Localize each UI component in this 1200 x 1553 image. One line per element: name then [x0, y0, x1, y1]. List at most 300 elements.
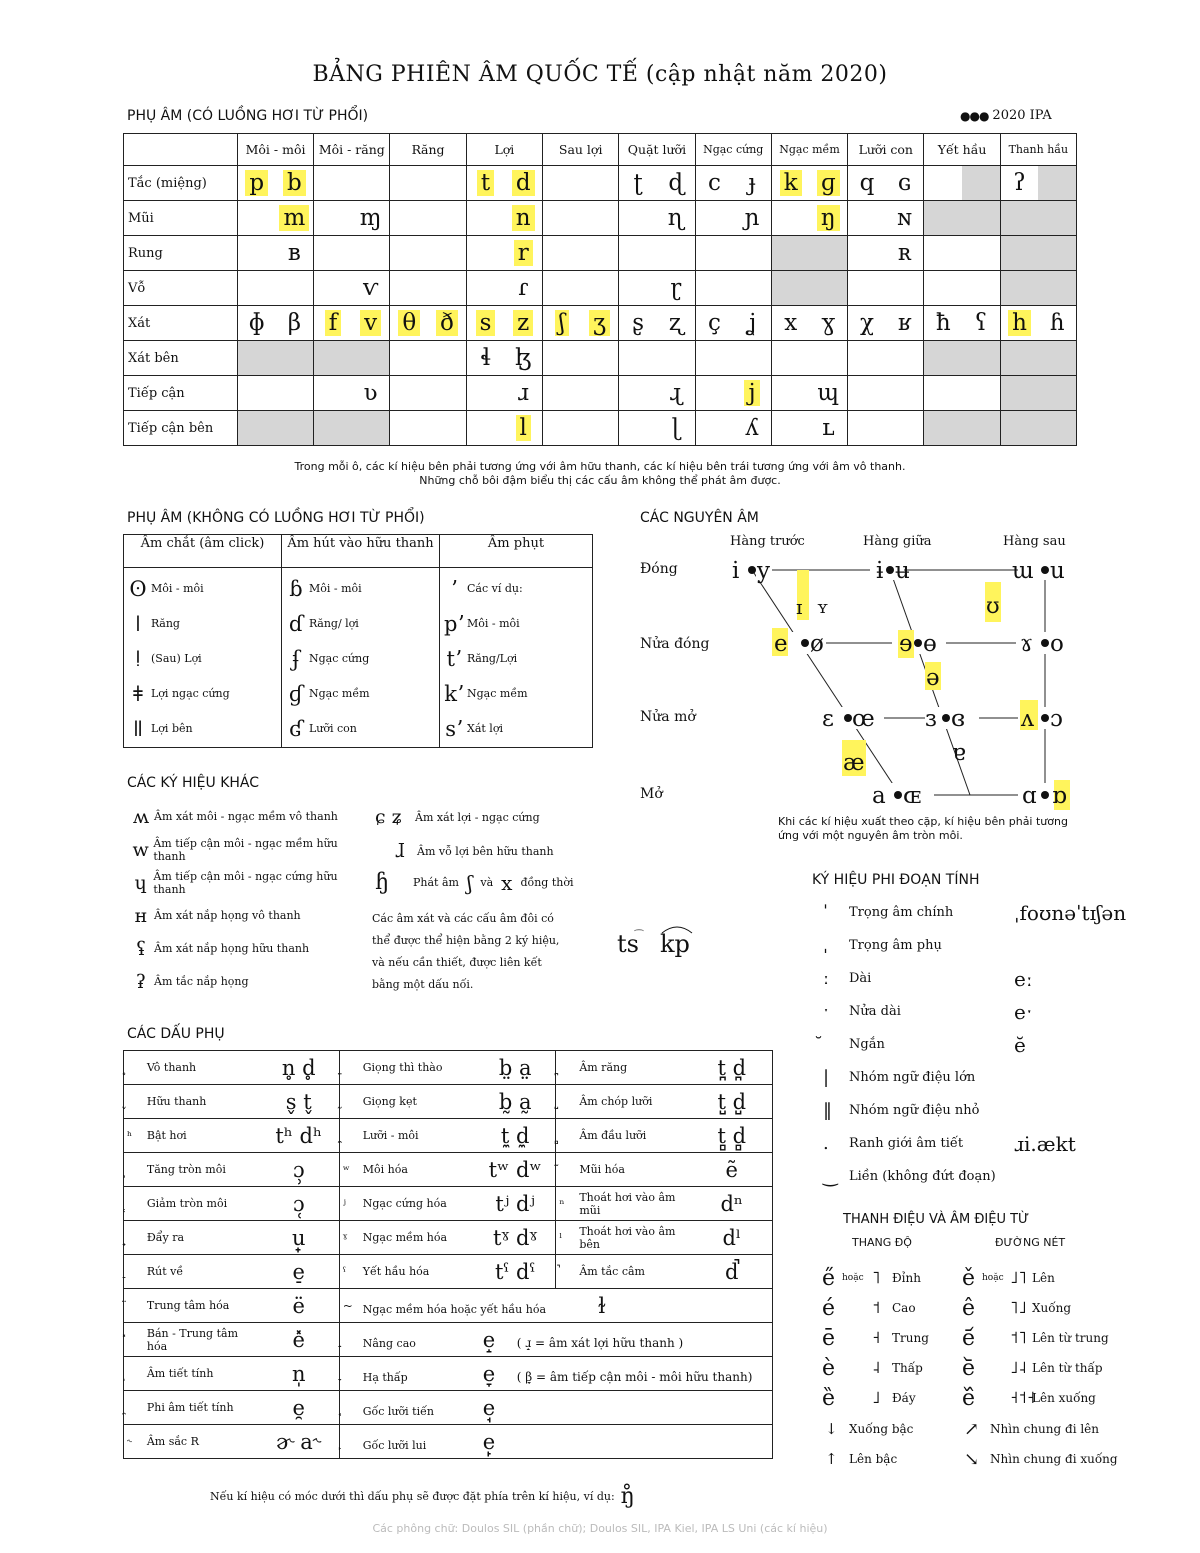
empty-cell — [962, 376, 1000, 411]
ipa-symbol — [657, 166, 695, 201]
empty-cell — [619, 236, 657, 271]
ipa-symbol-text: ɮ — [515, 345, 532, 371]
nonpulmonic-item — [441, 676, 591, 711]
diacritic-mark — [339, 1357, 359, 1391]
ipa-symbol — [390, 306, 428, 341]
ipa-symbol — [504, 411, 542, 446]
description: Ngắn — [849, 1037, 885, 1052]
ipa-symbol-text: ʔ — [1013, 170, 1026, 196]
ipa-symbol — [237, 306, 275, 341]
diacritic-label: Bán - Trung tâm hóa — [144, 1323, 259, 1357]
column-header: Ngạc cứng — [695, 134, 771, 166]
impossible-cell — [1000, 271, 1038, 306]
ipa-symbol-text: ð — [436, 310, 458, 336]
ipa-symbol-text: ɹ — [517, 380, 529, 406]
ipa-symbol — [657, 411, 695, 446]
tone-row — [822, 1383, 1152, 1413]
diacritic-label: Môi hóa — [360, 1153, 475, 1187]
ipa-symbol-text: p — [245, 170, 268, 196]
diacritic-example: tʲ dʲ — [475, 1187, 556, 1221]
empty-cell — [428, 236, 466, 271]
symbol: ɗ — [288, 611, 304, 636]
tone-dt: Lên — [1032, 1271, 1055, 1285]
vowel-o: o — [1050, 631, 1064, 657]
diacritic-label: Bật hơi — [144, 1119, 259, 1153]
description: Nửa dài — [849, 1004, 901, 1019]
description: Ngạc mềm — [467, 687, 528, 700]
empty-cell — [771, 411, 809, 446]
diacritic-row-wide — [124, 1357, 773, 1391]
vowel-u: u — [1050, 558, 1065, 584]
diacritic-label: Gốc lưỡi tiến — [362, 1404, 434, 1418]
empty-cell — [390, 166, 428, 201]
vowels-heading: CÁC NGUYÊN ÂM — [640, 510, 759, 526]
tone-steps-row-1: ↓ Xuống bậc ↗ Nhìn chung đi lên — [825, 1418, 1100, 1440]
vowel-ʊ: ʊ — [986, 594, 1000, 619]
symbol: kʼ — [444, 681, 464, 706]
diacritic-mark: ~ — [339, 1289, 359, 1323]
empty-cell — [924, 166, 962, 201]
tones-heading: THANH ĐIỆU VÀ ÂM ĐIỆU TỪ — [843, 1212, 1030, 1227]
affricate-example: ts — [617, 930, 639, 958]
diacritic-row — [124, 1119, 773, 1153]
diacritic-mark — [124, 1187, 144, 1221]
empty-cell — [390, 236, 428, 271]
nonpulmonic-item — [441, 641, 591, 676]
ipa-symbol-text: ʕ — [974, 310, 988, 336]
ipa-symbol — [466, 166, 504, 201]
example: eˑ — [1014, 999, 1033, 1024]
vowel-a: a — [872, 783, 886, 809]
example: ĕ — [1014, 1032, 1026, 1057]
ipa-symbol-text: ɾ — [517, 275, 529, 301]
diacritic-example: t̪ d̪ — [692, 1051, 773, 1085]
column-header: Lợi — [466, 134, 542, 166]
description: Lưỡi con — [309, 722, 357, 735]
impossible-cell — [237, 341, 275, 376]
symbol: ɥ — [134, 871, 147, 894]
tone-a: è — [822, 1355, 836, 1381]
tone-c: ě — [962, 1265, 976, 1291]
other-symbol-item — [128, 833, 368, 866]
row-label: Tiếp cận bên — [124, 411, 238, 446]
diacritic-label: Nâng cao — [362, 1336, 416, 1350]
diacritic-mark — [556, 1153, 576, 1187]
empty-cell — [428, 376, 466, 411]
nonpulmonic-item — [125, 571, 280, 606]
tone-b: ˦ — [872, 1298, 881, 1318]
diacritic-label: Giọng thì thào — [360, 1051, 475, 1085]
vowel-ɐ: ɐ — [952, 740, 966, 766]
empty-cell — [352, 236, 390, 271]
tone-row — [822, 1293, 1152, 1323]
impossible-cell — [352, 411, 390, 446]
diacritic-mark — [339, 1323, 359, 1357]
diacritic-label: Rút về — [144, 1255, 259, 1289]
ejectives-column — [440, 568, 593, 748]
symbol: | — [823, 1067, 830, 1088]
symbol: ǁ — [132, 716, 144, 741]
tone-c: e᷄ — [962, 1325, 976, 1351]
description: (Sau) Lợi — [151, 652, 202, 665]
empty-cell — [848, 411, 886, 446]
diacritic-label: Ngạc mềm hóa — [360, 1221, 475, 1255]
description: Âm tiếp cận môi - ngạc cứng hữu thanh — [153, 869, 338, 896]
other-r3: ɧ Phát âm ʃ và x đồng thời — [375, 870, 574, 895]
diacritic-mark — [556, 1085, 576, 1119]
tone-d: ˩˨ — [1010, 1358, 1027, 1378]
ipa-symbol-text: d — [512, 170, 535, 196]
symbol: ɓ — [289, 576, 303, 601]
diacritic-example: u̟ — [259, 1221, 340, 1255]
diacritic-example: e̘ — [482, 1395, 496, 1420]
ipa-symbol-text: z — [513, 310, 533, 336]
empty-cell — [848, 201, 886, 236]
impossible-cell — [314, 341, 352, 376]
row-label: Mũi — [124, 201, 238, 236]
diacritic-mark: ⁿ — [556, 1187, 576, 1221]
level-header: THANG ĐỘ — [852, 1236, 912, 1249]
empty-cell — [771, 341, 809, 376]
tone-row — [822, 1353, 1152, 1383]
or-label: hoặc — [982, 1273, 1004, 1283]
nonpulmonic-item — [125, 676, 280, 711]
description: Âm tắc nắp họng — [154, 975, 249, 988]
impossible-cell — [771, 271, 809, 306]
symbol: ˑ — [823, 1001, 830, 1022]
symbol: pʼ — [443, 611, 465, 636]
diacritic-label: Gốc lưỡi lui — [362, 1438, 427, 1452]
diacritics-table — [123, 1050, 773, 1459]
ipa-symbol-text: θ — [398, 310, 420, 336]
ipa-symbol-text: ʂ — [632, 310, 645, 336]
suprasegmental-item — [823, 1028, 1143, 1061]
diacritic-wide-cell — [360, 1425, 773, 1459]
ipa-symbol — [733, 306, 771, 341]
empty-cell — [276, 376, 314, 411]
ipa-symbol — [810, 376, 848, 411]
diacritic-mark: ˡ — [556, 1221, 576, 1255]
ipa-symbol-text: ʃ — [555, 310, 569, 336]
tone-c: e᷅ — [962, 1355, 976, 1381]
ipa-symbol — [1000, 306, 1038, 341]
tone-d: ˥˩ — [1010, 1298, 1027, 1318]
diacritic-mark: ʷ — [339, 1153, 359, 1187]
impossible-cell — [1038, 341, 1076, 376]
diacritic-mark: ˤ — [339, 1255, 359, 1289]
vowel-schwa: ə — [926, 665, 940, 691]
nonpulmonic-heading: PHỤ ÂM (KHÔNG CÓ LUỒNG HƠI TỪ PHỔI) — [127, 510, 425, 526]
page-title: BẢNG PHIÊN ÂM QUỐC TẾ (cập nhật năm 2020) — [312, 62, 888, 87]
ipa-symbol — [581, 306, 619, 341]
suprasegmental-item — [823, 1061, 1143, 1094]
diacritic-example: e̙ — [482, 1429, 496, 1454]
example: eː — [1014, 966, 1033, 991]
vowel-ɜ: ɜ — [925, 706, 937, 732]
diacritic-mark: ˞ — [124, 1425, 144, 1459]
empty-cell — [428, 201, 466, 236]
ipa-symbol — [352, 201, 390, 236]
suprasegmental-item — [823, 1094, 1143, 1127]
vowel-ɤ: ɤ — [1020, 631, 1033, 657]
empty-cell — [390, 201, 428, 236]
diacritic-label: Trung tâm hóa — [144, 1289, 259, 1323]
symbol: w — [132, 838, 149, 861]
symbol: ǂ — [133, 681, 143, 706]
diacritic-mark — [339, 1051, 359, 1085]
tone-a: é — [822, 1295, 836, 1321]
empty-cell — [237, 201, 275, 236]
ipa-symbol-text: ɟ — [748, 170, 756, 196]
diacritic-example: t̺ d̺ — [692, 1085, 773, 1119]
tone-b: ˩ — [872, 1388, 881, 1408]
ipa-symbol-text: ç — [707, 310, 721, 336]
diacritic-note: ( ɹ̝ = âm xát lợi hữu thanh ) — [516, 1335, 684, 1350]
ipa-symbol-text: ʐ — [668, 310, 683, 336]
suprasegmental-item — [823, 962, 1143, 995]
ipa-symbol-text: ʋ — [363, 380, 378, 406]
vowel-front-label: Hàng trước — [730, 534, 805, 549]
empty-cell — [543, 411, 581, 446]
ipa-symbol — [810, 306, 848, 341]
ipa-symbol-text: t — [477, 170, 494, 196]
description: Lợi bên — [151, 722, 193, 735]
empty-cell — [619, 341, 657, 376]
description: Răng/Lợi — [467, 652, 518, 665]
ejectives-header: Âm phụt — [440, 535, 593, 568]
symbol: . — [823, 1133, 829, 1154]
diacritic-mark: ʲ — [339, 1187, 359, 1221]
impossible-cell — [1038, 271, 1076, 306]
diacritic-row — [124, 1255, 773, 1289]
nonpulmonic-item — [441, 571, 591, 606]
ipa-symbol — [733, 376, 771, 411]
ipa-symbol-text: ɢ — [897, 170, 912, 196]
ipa-symbol — [276, 201, 314, 236]
column-header: Lưỡi con — [848, 134, 924, 166]
vowel-y: y — [757, 558, 770, 584]
tone-c: e᷈ — [962, 1385, 976, 1411]
other-paragraph: Các âm xát và các cấu âm đôi có thể được thể hiện bằng 2 ký hiệu, và nếu cần thiết, được liên kết bằng một dấu nối. — [372, 912, 560, 991]
vowel-ɛ: ɛ — [822, 706, 834, 732]
symbol: ʡ — [135, 970, 147, 993]
ipa-symbol — [543, 306, 581, 341]
vowel-ɞ: ɞ — [951, 706, 966, 732]
diacritic-label: Âm sắc R — [144, 1425, 259, 1459]
empty-cell — [619, 271, 657, 306]
ipa-symbol-text: ʎ — [745, 415, 759, 441]
empty-cell — [543, 236, 581, 271]
row-label: Vỗ — [124, 271, 238, 306]
diacritic-example: n̩ — [259, 1357, 340, 1391]
other-symbol-item — [128, 932, 368, 965]
vowel-close-label: Đóng — [640, 561, 678, 577]
empty-cell — [466, 271, 504, 306]
ipa-symbol — [810, 411, 848, 446]
other-heading: CÁC KÝ HIỆU KHÁC — [127, 775, 260, 791]
tone-b: ˨ — [872, 1358, 881, 1378]
ipa-symbol-text: s — [476, 310, 496, 336]
ipa-symbol — [619, 306, 657, 341]
row-label: Xát bên — [124, 341, 238, 376]
empty-cell — [619, 376, 657, 411]
impossible-cell — [1038, 201, 1076, 236]
ipa-symbol — [504, 271, 542, 306]
ipa-symbol — [733, 201, 771, 236]
ipa-symbol-text: k — [780, 170, 802, 196]
ipa-symbol-text: ɭ — [671, 415, 680, 441]
other-symbol-item — [128, 965, 368, 998]
description: Âm xát nắp họng hữu thanh — [154, 942, 310, 955]
ipa-symbol — [1038, 306, 1076, 341]
cc-license-icon: ●●● — [960, 108, 989, 123]
vowel-trapezoid — [700, 550, 1100, 810]
other-symbol-item — [128, 866, 368, 899]
empty-cell — [695, 411, 733, 446]
vowel-i: i — [732, 558, 740, 584]
ipa-symbol-text: h — [1008, 310, 1031, 336]
symbol: ǃ — [134, 646, 142, 671]
pulmonic-note-2: Những chỗ bôi đậm biểu thị các cấu âm không thể phát âm được. — [419, 474, 781, 487]
diacritics-heading: CÁC DẤU PHỤ — [127, 1026, 225, 1042]
vowel-ɔ: ɔ — [1050, 706, 1063, 732]
other-symbols-list — [128, 800, 368, 998]
empty-cell — [428, 341, 466, 376]
empty-cell — [733, 236, 771, 271]
vowel-ɘ: ɘ — [899, 631, 913, 657]
impossible-cell — [1038, 236, 1076, 271]
consonant-row — [124, 166, 1077, 201]
ipa-symbol-text: ʒ — [589, 310, 610, 336]
column-header: Răng — [390, 134, 466, 166]
diacritic-label: Âm răng — [576, 1051, 691, 1085]
implosives-column — [282, 568, 440, 748]
ipa-symbol — [810, 166, 848, 201]
impossible-cell — [962, 411, 1000, 446]
empty-cell — [771, 376, 809, 411]
tone-bt: Đỉnh — [892, 1271, 921, 1285]
diacritic-example: dˡ — [692, 1221, 773, 1255]
diacritic-wide-cell — [360, 1323, 773, 1357]
diacritic-label: Hữu thanh — [144, 1085, 259, 1119]
impossible-cell — [314, 411, 352, 446]
consonant-row — [124, 236, 1077, 271]
impossible-cell — [962, 341, 1000, 376]
description: Ngạc cứng — [309, 652, 370, 665]
ipa-symbol-text: ħ — [935, 310, 951, 336]
nonpulmonic-item — [283, 711, 438, 746]
column-header: Môi - môi — [237, 134, 313, 166]
vowel-ɪ: ɪ — [796, 595, 803, 619]
empty-cell — [619, 411, 657, 446]
diacritic-mark — [556, 1255, 576, 1289]
global-rise-icon: ↗ — [964, 1418, 980, 1440]
symbol: ɠ — [288, 681, 304, 706]
ipa-symbol — [848, 306, 886, 341]
ipa-symbol-text: ɸ — [248, 310, 265, 336]
empty-cell — [466, 411, 504, 446]
pulmonic-heading: PHỤ ÂM (CÓ LUỒNG HƠI TỪ PHỔI) — [127, 108, 369, 124]
diacritic-example: t̼ d̼ — [475, 1119, 556, 1153]
empty-cell — [428, 411, 466, 446]
empty-cell — [924, 376, 962, 411]
ipa-symbol — [237, 166, 275, 201]
ipa-symbol — [352, 271, 390, 306]
diacritic-mark: ʰ — [124, 1119, 144, 1153]
footer: Các phông chữ: Doulos SIL (phần chữ); Doulos SIL, IPA Kiel, IPA LS Uni (các kí hiệu) — [372, 1522, 828, 1535]
impossible-cell — [771, 236, 809, 271]
diacritic-label: Mũi hóa — [576, 1153, 691, 1187]
ipa-symbol-text: ɬ — [480, 345, 491, 371]
description: Nhóm ngữ điệu lớn — [849, 1070, 976, 1085]
suprasegmental-item — [823, 995, 1143, 1028]
diacritic-example: e̯ — [259, 1391, 340, 1425]
row-label: Tiếp cận — [124, 376, 238, 411]
empty-cell — [390, 376, 428, 411]
pulmonic-note-1: Trong mỗi ô, các kí hiệu bên phải tương ứng với âm hữu thanh, các kí hiệu bên trái tương ứng với âm vô thanh. — [294, 460, 906, 473]
diacritic-mark — [124, 1051, 144, 1085]
empty-cell — [695, 376, 733, 411]
empty-cell — [886, 341, 924, 376]
column-header: Môi - răng — [314, 134, 390, 166]
impossible-cell — [1038, 411, 1076, 446]
tone-d: ˧˦˧ — [1010, 1388, 1036, 1408]
diacritic-example: tʰ dʰ — [259, 1119, 340, 1153]
example: ɹi.ækt — [1014, 1131, 1076, 1156]
vowel-œ: œ — [852, 706, 875, 732]
ipa-symbol — [428, 306, 466, 341]
impossible-cell — [810, 236, 848, 271]
empty-cell — [848, 341, 886, 376]
ipa-symbol-text: ʟ — [822, 415, 835, 441]
tone-bt: Đáy — [892, 1391, 916, 1405]
diacritic-row-wide — [124, 1289, 773, 1323]
impossible-cell — [1038, 166, 1076, 201]
empty-cell — [848, 236, 886, 271]
symbol: ʼ — [450, 576, 458, 601]
ipa-symbol — [810, 201, 848, 236]
symbol — [823, 1034, 849, 1055]
empty-cell — [581, 271, 619, 306]
diacritic-example: e̞ — [482, 1361, 496, 1386]
empty-cell — [848, 271, 886, 306]
diacritic-mark — [556, 1119, 576, 1153]
empty-cell — [695, 236, 733, 271]
impossible-cell — [1000, 341, 1038, 376]
tone-dt: Lên từ thấp — [1032, 1361, 1103, 1375]
empty-cell — [276, 271, 314, 306]
empty-cell — [581, 376, 619, 411]
empty-cell — [543, 201, 581, 236]
ipa-symbol-text: ɰ — [817, 380, 840, 406]
license: ●●● 2020 IPA — [960, 108, 1052, 123]
empty-cell — [924, 271, 962, 306]
empty-cell — [237, 376, 275, 411]
downstep-icon: ↓ — [825, 1420, 838, 1438]
empty-cell — [428, 271, 466, 306]
ipa-symbol — [619, 166, 657, 201]
empty-cell — [428, 166, 466, 201]
impossible-cell — [276, 411, 314, 446]
diacritic-label: Yết hầu hóa — [360, 1255, 475, 1289]
column-header: Thanh hầu — [1000, 134, 1076, 166]
ipa-symbol-text: ɖ — [668, 170, 684, 196]
ipa-symbol — [962, 306, 1000, 341]
ipa-symbol-text: χ — [859, 310, 874, 336]
impossible-cell — [1038, 376, 1076, 411]
tone-b: ˧ — [872, 1328, 881, 1348]
description: Âm xát môi - ngạc mềm vô thanh — [154, 810, 338, 823]
